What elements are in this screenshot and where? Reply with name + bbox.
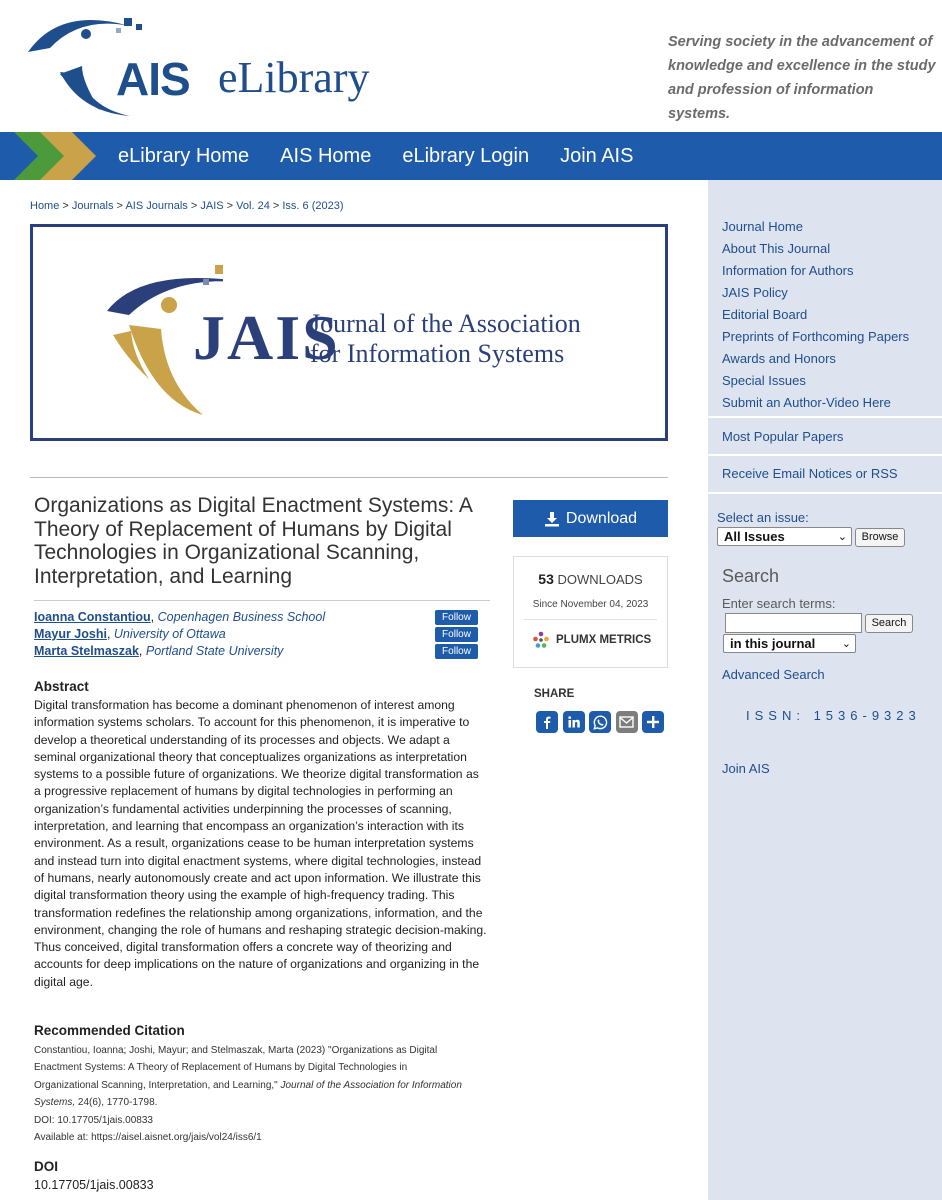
sidebar-item-authors-info[interactable]: Information for Authors: [722, 263, 854, 278]
sidebar-item-popular-papers[interactable]: Most Popular Papers: [722, 429, 844, 444]
sidebar-item-journal-home[interactable]: Journal Home: [722, 219, 803, 234]
sidebar-item-about[interactable]: About This Journal: [722, 241, 831, 256]
breadcrumb-separator: >: [272, 200, 280, 212]
sidebar-item-preprints[interactable]: Preprints of Forthcoming Papers: [722, 329, 910, 344]
author-list: [34, 600, 490, 660]
search-input[interactable]: [725, 613, 862, 633]
chevron-down-icon: ⌄: [837, 531, 847, 543]
plumx-icon: [532, 631, 550, 649]
citation-journal: Journal of the Association for Information Systems,: [34, 1079, 462, 1109]
breadcrumb-ais-journals[interactable]: AIS Journals: [125, 200, 188, 212]
download-stats: [513, 556, 668, 668]
sidebar-item-awards[interactable]: Awards and Honors: [722, 351, 836, 366]
logo-ais-text: AIS: [116, 53, 190, 105]
sidebar-item-policy[interactable]: JAIS Policy: [722, 285, 788, 300]
issue-select[interactable]: [717, 527, 852, 546]
author-affiliation: University of Ottawa: [113, 627, 226, 641]
sidebar-divider: [708, 454, 942, 456]
advanced-search-link[interactable]: Advanced Search: [722, 667, 825, 682]
author-row: Mayur Joshi, University of Ottawa Follow: [34, 626, 490, 643]
sidebar-divider: [708, 492, 942, 494]
download-count: [514, 571, 667, 587]
chevron-decoration-icon: [0, 132, 110, 180]
plumx-label: PLUMX METRICS: [556, 634, 652, 646]
banner-journal-name: [310, 309, 581, 369]
search-scope-select[interactable]: [723, 634, 856, 653]
nav-ais-home[interactable]: AIS Home: [280, 144, 372, 167]
author-affiliation: Portland State University: [145, 644, 284, 658]
sidebar: [708, 180, 942, 1200]
banner-acronym: JAIS: [193, 302, 340, 373]
breadcrumb-issue[interactable]: Iss. 6 (2023): [282, 200, 344, 212]
search-scope-value: in this journal: [730, 636, 816, 651]
breadcrumb-separator: >: [116, 200, 123, 212]
breadcrumb-jais[interactable]: JAIS: [200, 200, 224, 212]
doi-value: 10.17705/1jais.00833: [34, 1178, 154, 1192]
doi-heading: DOI: [34, 1159, 59, 1174]
sidebar-item-special-issues[interactable]: Special Issues: [722, 373, 806, 388]
logo-elibrary-text: eLibrary: [218, 53, 370, 102]
banner-line-2: for Information Systems: [310, 339, 565, 368]
breadcrumb-volume[interactable]: Vol. 24: [236, 200, 270, 212]
share-heading: SHARE: [534, 688, 575, 700]
linkedin-icon[interactable]: [563, 711, 585, 733]
issue-select-label: Select an issue:: [717, 510, 809, 525]
citation-main: Constantiou, Ioanna; Joshi, Mayur; and Stelmaszak, Marta (2023) "Organizations as Digital Enactment Systems: A Theory of Replacement of Humans by Digital Technologies in Organizational Scanning, Interpretation, and Learning,": [34, 1045, 438, 1091]
journal-banner[interactable]: [30, 224, 668, 441]
citation-doi: DOI: 10.17705/1jais.00833: [34, 1114, 153, 1126]
nav-elibrary-login[interactable]: eLibrary Login: [402, 144, 530, 167]
follow-button[interactable]: Follow: [435, 610, 478, 625]
download-label: Download: [565, 509, 638, 527]
search-heading: Search: [722, 566, 780, 586]
download-since: Since November 04, 2023: [532, 599, 649, 610]
plumx-metrics-link[interactable]: [532, 631, 662, 649]
sidebar-item-author-video[interactable]: Submit an Author-Video Here: [722, 395, 891, 410]
author-row: Marta Stelmaszak, Portland State University Follow: [34, 643, 490, 660]
journal-menu: [722, 216, 909, 414]
author-name[interactable]: Marta Stelmaszak: [34, 644, 139, 658]
facebook-icon[interactable]: [536, 711, 558, 733]
sidebar-item-email-notices[interactable]: Receive Email Notices or RSS: [722, 466, 898, 481]
breadcrumb-home[interactable]: Home: [30, 200, 60, 212]
banner-line-1: Journal of the Association: [310, 309, 581, 338]
author-name[interactable]: Mayur Joshi: [34, 627, 107, 641]
email-icon[interactable]: [616, 711, 638, 733]
breadcrumb-journals[interactable]: Journals: [71, 200, 114, 212]
site-header: [0, 0, 942, 132]
citation-available: Available at: https://aisel.aisnet.org/jais/vol24/iss6/1: [34, 1132, 262, 1144]
site-tagline: Serving society in the advancement of knowledge and excellence in the study and profession of information systems.: [668, 34, 936, 122]
search-button[interactable]: Search: [865, 614, 913, 633]
divider: [524, 619, 657, 620]
breadcrumb-separator: >: [226, 200, 234, 212]
divider: [30, 477, 668, 478]
breadcrumb-separator: >: [62, 200, 69, 212]
nav-links: [118, 132, 664, 180]
article-title: Organizations as Digital Enactment Systems: A Theory of Replacement of Humans by Digital Technologies in Organizational Scanning, Interpretation, and Learning: [34, 494, 472, 588]
follow-button[interactable]: Follow: [435, 644, 478, 659]
sidebar-divider: [708, 416, 942, 418]
main-navbar: [0, 132, 942, 180]
citation-heading: Recommended Citation: [34, 1023, 185, 1038]
citation-text: [34, 1042, 474, 1146]
browse-button[interactable]: Browse: [855, 528, 905, 547]
issue-select-value: All Issues: [724, 529, 785, 544]
download-count-number: 53: [538, 571, 554, 587]
download-count-label: DOWNLOADS: [557, 572, 643, 587]
chevron-down-icon: ⌄: [841, 638, 851, 650]
ais-elibrary-logo[interactable]: [20, 12, 370, 120]
share-buttons: [536, 711, 669, 733]
author-affiliation: Copenhagen Business School: [157, 610, 326, 624]
download-icon: [544, 511, 560, 527]
download-button[interactable]: [513, 500, 668, 537]
breadcrumb: [30, 200, 344, 212]
search-label: Enter search terms:: [722, 596, 836, 611]
follow-button[interactable]: Follow: [435, 627, 478, 642]
share-plus-icon[interactable]: [642, 711, 664, 733]
nav-join-ais[interactable]: Join AIS: [560, 144, 634, 167]
breadcrumb-separator: >: [190, 200, 198, 212]
issn-number: ISSN: 1536-9323: [746, 708, 921, 723]
author-row: Ioanna Constantiou, Copenhagen Business School Follow: [34, 609, 490, 626]
sidebar-item-editorial-board[interactable]: Editorial Board: [722, 307, 808, 322]
join-ais-link[interactable]: Join AIS: [722, 761, 770, 776]
author-name[interactable]: Ioanna Constantiou: [34, 610, 151, 624]
abstract-text: Digital transformation has become a dominant phenomenon of interest among information systems scholars. To account for this phenomenon, it is imperative to develop a theoretical understanding of its processes and objects. We adapt a seminal organizational theory that conceptualizes organizations as interpretation systems to a possible future of organizations. We theorize digital transformation as a progressive replacement of humans by digital technologies in performing an organization’s fundamental activities underpinning the processes of scanning, interpretation, and learning that encompass an organization’s interaction with its environment. As a result, organizations cease to be human interpretation systems and instead turn into digital enactment systems, where digital technologies, instead of humans, nearly autonomously create and act upon information. We illustrate this digital transformation theory using the example of high-frequency trading. This transformation redefines the relationship among organizations, information, and the environment, changing the role of humans and reshaping strategic decision-making. Thus conceived, digital transformation offers a concrete way of theorizing and accounts for deep implications on the nature of organizations and organizing in the digital age.: [34, 698, 487, 989]
nav-elibrary-home[interactable]: eLibrary Home: [118, 144, 250, 167]
citation-volume: 24(6), 1770-1798.: [77, 1097, 158, 1109]
abstract-heading: Abstract: [34, 679, 89, 694]
whatsapp-icon[interactable]: [589, 711, 611, 733]
